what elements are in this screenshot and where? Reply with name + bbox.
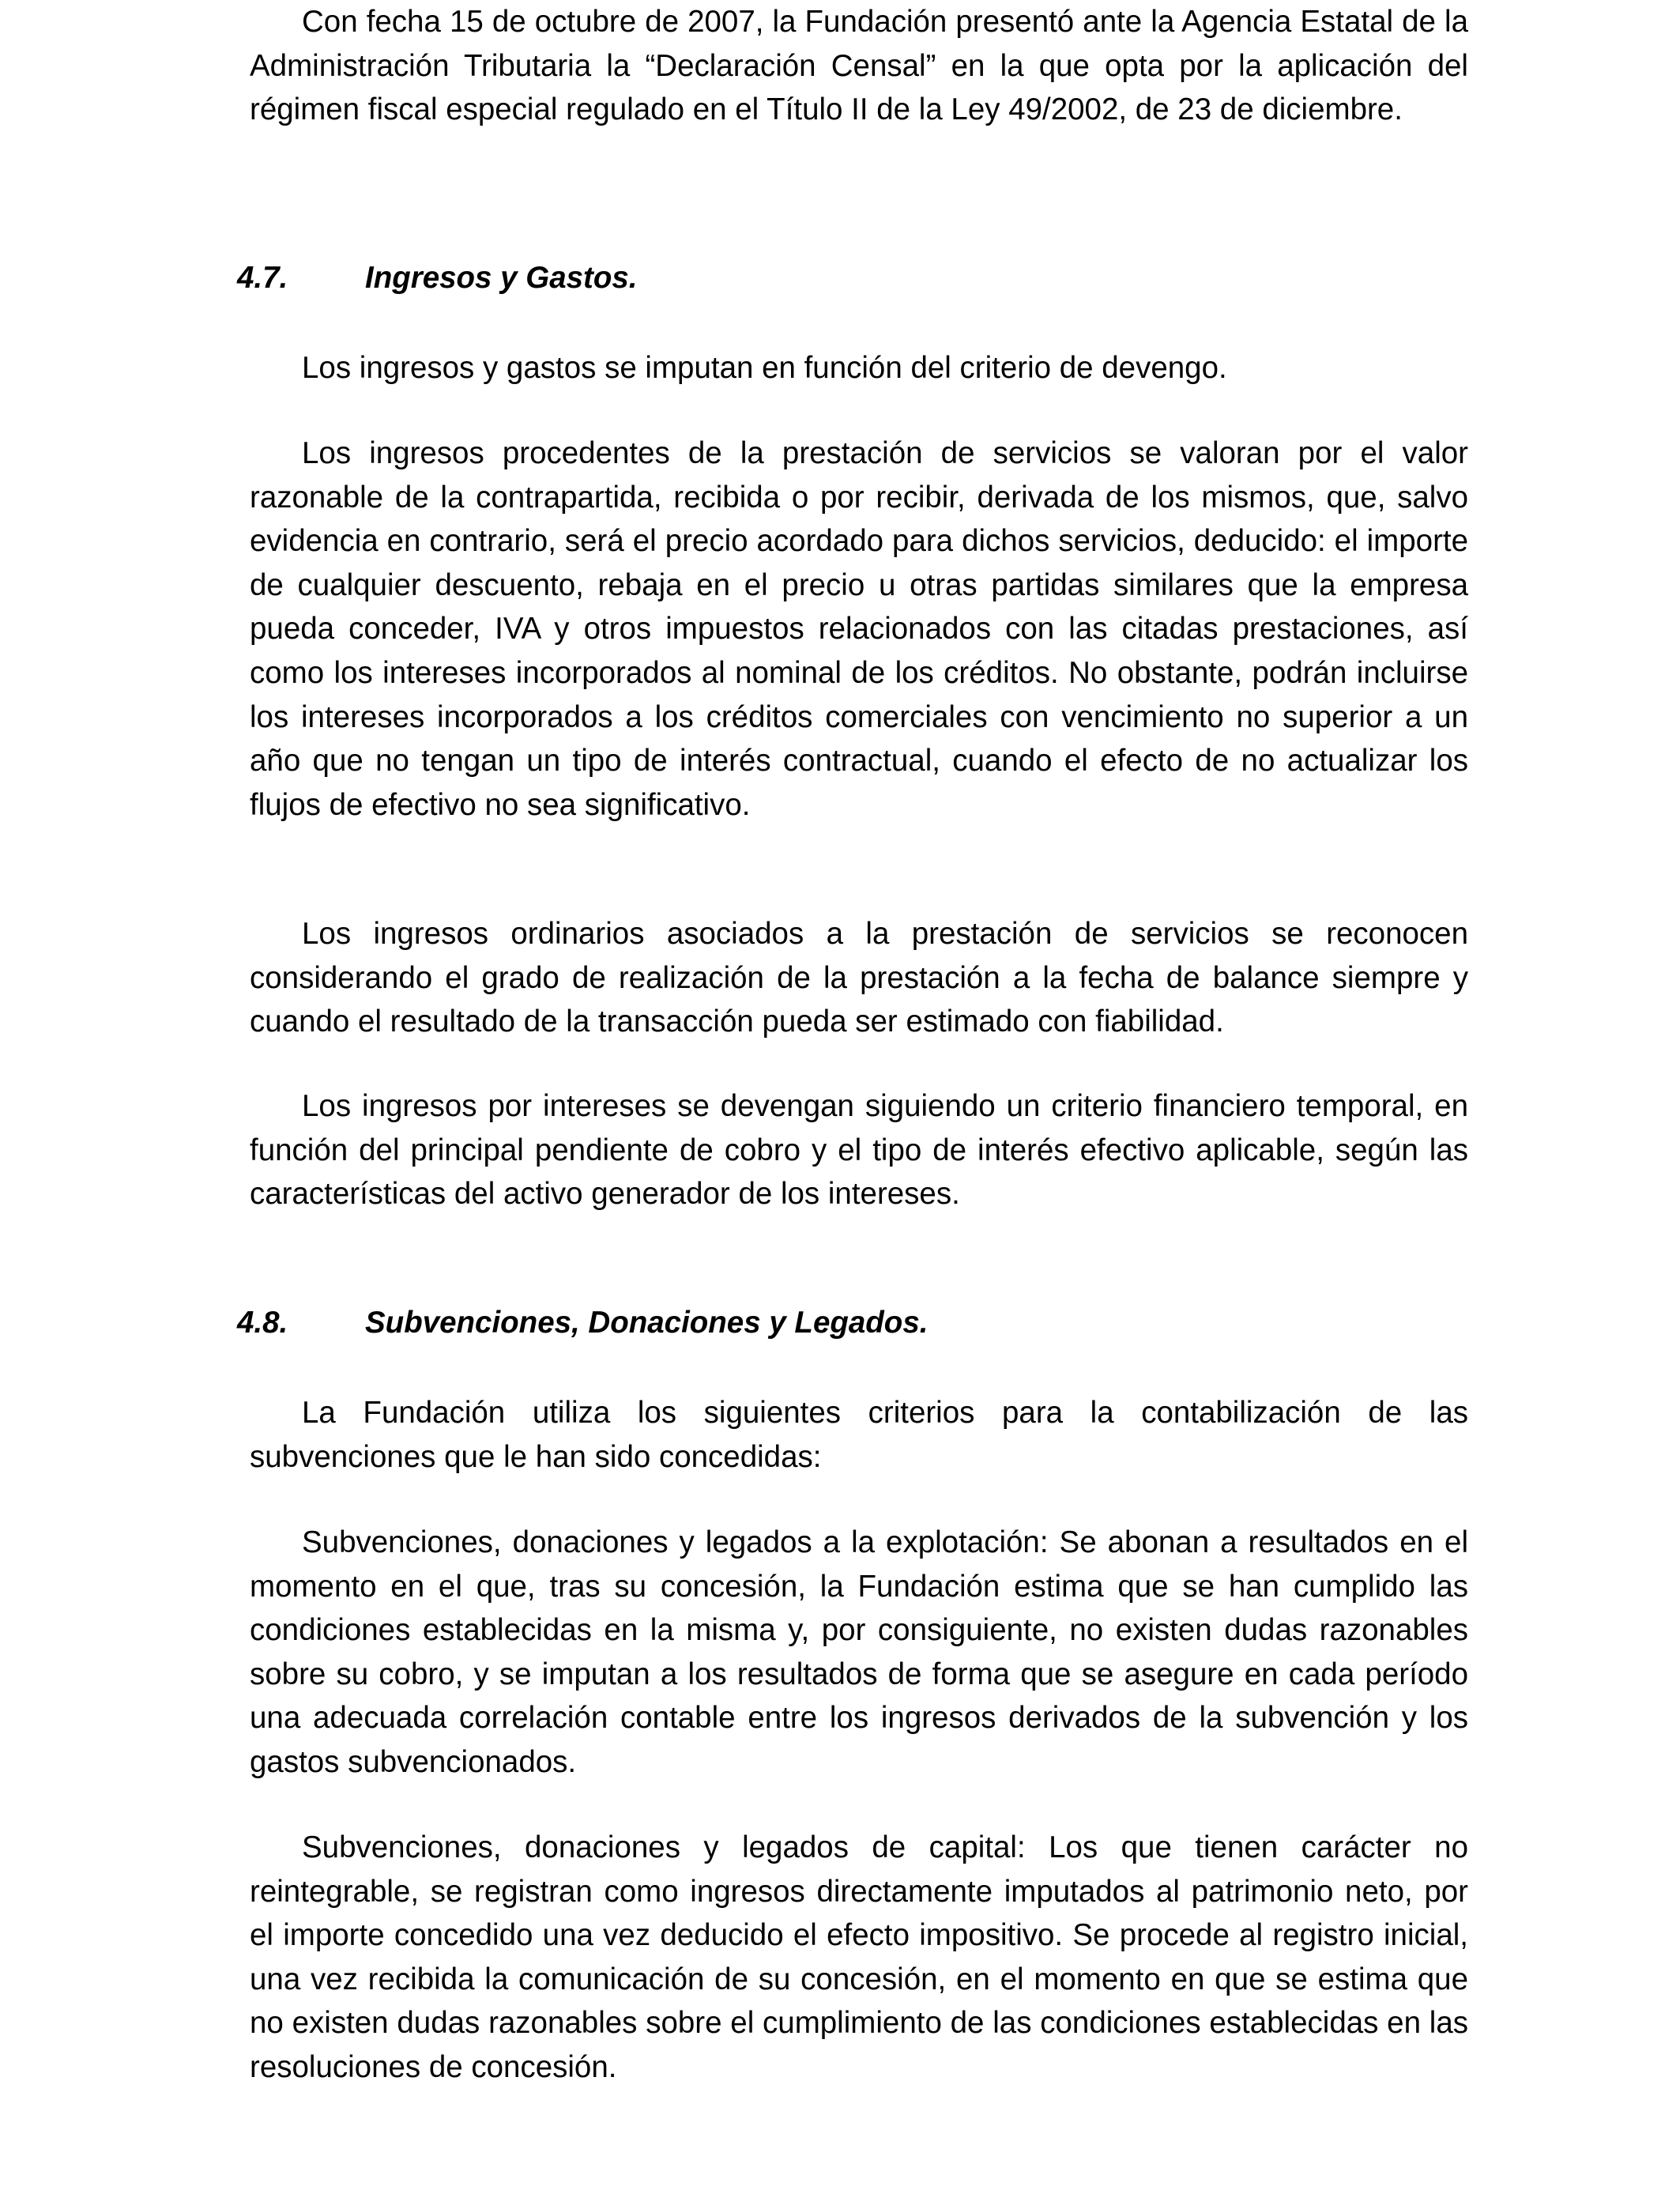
section-number: 4.7. [237, 261, 288, 295]
paragraph-subvenciones-capital: Subvenciones, donaciones y legados de capital: Los que tienen carácter no reintegrable, se registran como ingresos directamente imputados al patrimonio neto, por el importe concedido una vez deducido el efecto impositivo. Se procede al registro inicial, una vez recibida la comunicación de su concesión, en el momento en que se estima que no existen dudas razonables sobre el cumplimiento de las condiciones establecidas en las resoluciones de concesión. [250, 1830, 1468, 2084]
section-title: Subvenciones, Donaciones y Legados. [365, 1306, 929, 1340]
paragraph-ingresos-intereses: Los ingresos por intereses se devengan siguiendo un criterio financiero temporal, en función del principal pendiente de cobro y el tipo de interés efectivo aplicable, según las características del activo generador de los intereses. [250, 1089, 1468, 1212]
paragraph-devengo: Los ingresos y gastos se imputan en función del criterio de devengo. [302, 351, 1227, 385]
paragraph-subvenciones-explotacion: Subvenciones, donaciones y legados a la explotación: Se abonan a resultados en el momento en el que, tras su concesión, la Fundación estima que se han cumplido las condiciones establecidas en la misma y, por consiguiente, no existen dudas razonables sobre su cobro, y se imputan a los resultados de forma que se asegure en cada período una adecuada correlación contable entre los ingresos derivados de la subvención y los gastos subvencionados. [250, 1525, 1468, 1779]
section-number: 4.8. [237, 1306, 288, 1340]
section-title: Ingresos y Gastos. [365, 261, 638, 295]
paragraph-ingresos-ordinarios: Los ingresos ordinarios asociados a la prestación de servicios se reconocen considerando el grado de realización de la prestación a la fecha de balance siempre y cuando el resultado de la transacción pueda ser estimado con fiabilidad. [250, 917, 1468, 1039]
section-heading-4-8 [237, 1301, 1470, 1345]
paragraph-criterios-subvenciones: La Fundación utiliza los siguientes criterios para la contabilización de las subvenciones que le han sido concedidas: [250, 1396, 1468, 1474]
paragraph-declaracion-censal: Con fecha 15 de octubre de 2007, la Fundación presentó ante la Agencia Estatal de la Administración Tributaria la “Declaración Censal” en la que opta por la aplicación del régimen fiscal especial regulado en el Título II de la Ley 49/2002, de 23 de diciembre. [250, 5, 1468, 127]
paragraph-ingresos-servicios: Los ingresos procedentes de la prestación de servicios se valoran por el valor razonable de la contrapartida, recibida o por recibir, derivada de los mismos, que, salvo evidencia en contrario, será el precio acordado para dichos servicios, deducido: el importe de cualquier descuento, rebaja en el precio u otras partidas similares que la empresa pueda conceder, IVA y otros impuestos relacionados con las citadas prestaciones, así como los intereses incorporados al nominal de los créditos. No obstante, podrán incluirse los intereses incorporados a los créditos comerciales con vencimiento no superior a un año que no tengan un tipo de interés contractual, cuando el efecto de no actualizar los flujos de efectivo no sea significativo. [250, 436, 1468, 822]
section-heading-4-7 [237, 256, 1470, 300]
